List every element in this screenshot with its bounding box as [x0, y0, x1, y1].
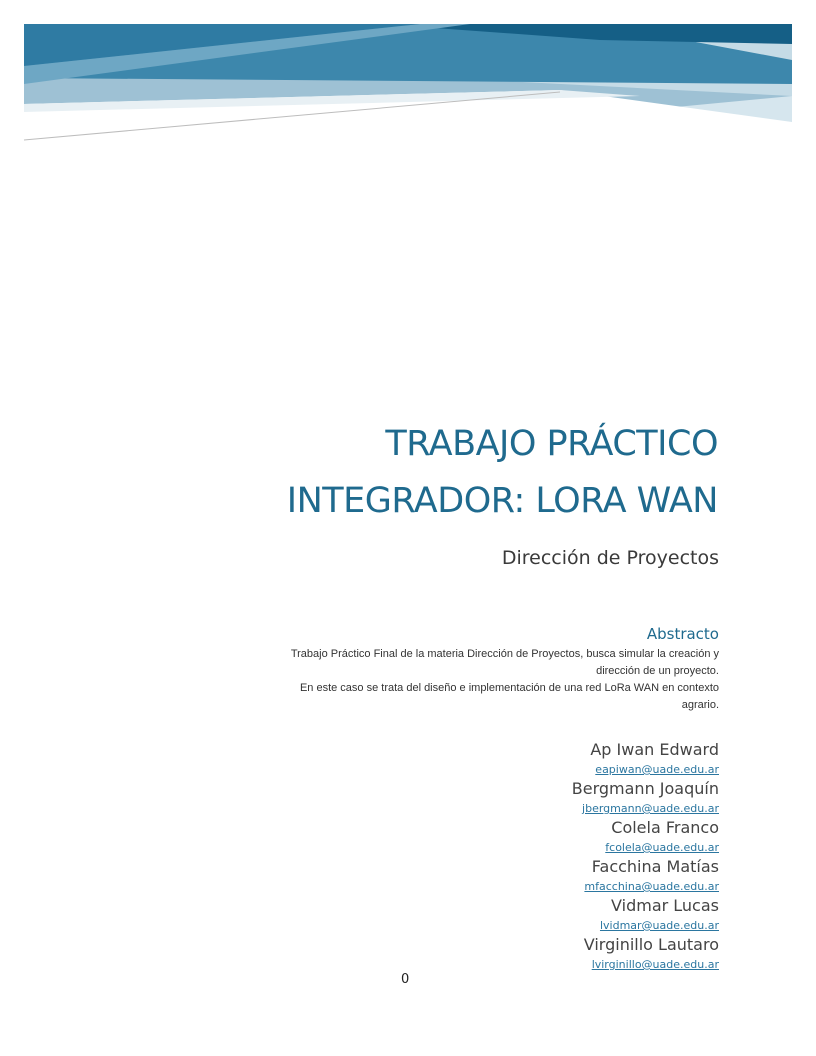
author-email-link[interactable]: jbergmann@uade.edu.ar: [582, 802, 719, 815]
document-subtitle: Dirección de Proyectos: [501, 547, 719, 569]
document-title: [118, 416, 718, 530]
author-entry: [572, 935, 719, 974]
author-entry: [572, 896, 719, 935]
author-name: Virginillo Lautaro: [583, 935, 719, 954]
author-entry: [572, 779, 719, 818]
author-name: Colela Franco: [611, 818, 719, 837]
author-name: Vidmar Lucas: [611, 896, 719, 915]
author-entry: [572, 740, 719, 779]
header-banner: [0, 0, 816, 150]
abstract-line: En este caso se trata del diseño e implementación de una red LoRa WAN en contexto: [299, 682, 719, 694]
title-line-2: INTEGRADOR: LORA WAN: [286, 481, 718, 521]
author-email-link[interactable]: lvirginillo@uade.edu.ar: [591, 958, 719, 971]
title-line-1: TRABAJO PRÁCTICO: [385, 424, 718, 464]
abstract-line: Trabajo Práctico Final de la materia Dirección de Proyectos, busca simular la creación y: [290, 648, 719, 660]
author-entry: [572, 857, 719, 896]
author-email-link[interactable]: mfacchina@uade.edu.ar: [584, 880, 719, 893]
author-email-link[interactable]: lvidmar@uade.edu.ar: [599, 919, 719, 932]
abstract-line: dirección de un proyecto.: [596, 665, 719, 677]
page-number: 0: [401, 972, 410, 987]
author-email-link[interactable]: fcolela@uade.edu.ar: [605, 841, 719, 854]
abstract-body: [199, 646, 719, 714]
author-name: Ap Iwan Edward: [590, 740, 719, 759]
author-entry: [572, 818, 719, 857]
author-name: Bergmann Joaquín: [571, 779, 719, 798]
author-email-link[interactable]: eapiwan@uade.edu.ar: [595, 763, 719, 776]
author-name: Facchina Matías: [591, 857, 719, 876]
author-list: [572, 740, 719, 974]
abstract-line: agrario.: [681, 699, 719, 711]
abstract-heading: Abstracto: [646, 625, 719, 643]
